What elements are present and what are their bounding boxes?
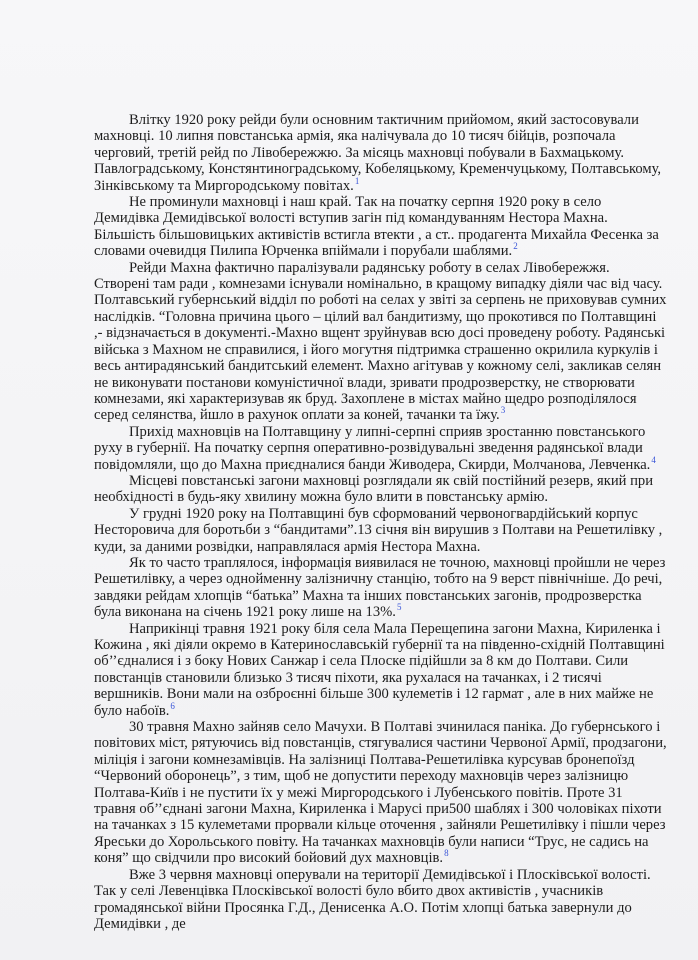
paragraph-3-text: Рейди Махна фактично паралізували радянську роботу в селах Лівобережжя. Створені там ради , комнезами існували номінально, в кращому випадку діяли час від часу. Полтавський губернський відділ по роботі на селах у звіті за серпень не приховував сумних наслідків. “Головна причина цього – цілий вал бандитизму, що прокотився по Полтавщині ,- відзначається в документі.-Махно вщент зруйнував всю досі проведену роботу. Радянські війська з Махном не справилися, і його могутня підтримка страшенно окрилила куркулів і весь антирадянський бандитський елемент. Махно агітував у кожному селі, закликав селян не виконувати постанови комуністичної влади, зривати продрозверстку, не створювати комнезами, які характеризував як бруд. Захоплене в містах майно щедро розподілялося серед селянства, йшло в рахунок оплати за коней, тачанки та їжу. [94,259,667,424]
paragraph-3 [94,260,668,424]
paragraph-9-text: 30 травня Махно зайняв село Мачухи. В Полтаві зчинилася паніка. До губернського і повітових міст, рятуючись від повстанців, стягувалися частини Червоної Армії, продзагони, міліція і загони комнезамівців. На залізниці Полтава-Решетилівка курсував бронепоїзд “Червоний оборонець”, з тим, щоб не допустити переходу махновців через залізницю Полтава-Київ і не пустити їх у межі Миргородського і Лубенського повітів. Проте 31 травня об’’єднані загони Махна, Кириленка і Марусі при500 шаблях і 300 чоловіках піхоти на тачанках з 15 кулеметами прорвали кільце оточення , зайняли Решетилівку і пішли через Яреськи до Хорольського повіту. На тачанках махновців були написи “Трус, не садись на коня” що свідчили про високий бойовий дух махновців. [94,719,667,867]
paragraph-10 [94,867,668,933]
paragraph-8 [94,621,668,719]
footnote-mark-3: 3 [500,405,506,416]
document-body [94,112,668,932]
paragraph-1 [94,112,668,194]
footnote-mark-6: 6 [170,700,175,711]
paragraph-10-text: Вже 3 червня махновці оперували на території Демидівської і Плосківської волості. Так у селі Левенцівка Плосківської волості було вбито двох активістів , учасників громадянської війни Просянка Г.Д., Денисенка А.О. Потім хлопці батька завернули до Демидівки , де [94,866,651,932]
paragraph-7-text: Як то часто траплялося, інформація виявилася не точною, махновці пройшли не через Рeшетилівку, а через однойменну залізничну станцію, тобто на 9 верст північніше. До речі, завдяки рейдам хлопців “батька” Махна та інших повстанських загонів, продрозверстка була виконана на січень 1921 року лише на 13%. [94,554,666,621]
paragraph-2 [94,194,668,260]
paragraph-2-text: Не проминули махновці і наш край. Так на початку серпня 1920 року в село Демидівка Демидівської волості вступив загін під командуванням Нестора Махна. Більшість більшовицьких активістів встигла втекти , а ст.. продагента Михайла Фесенка за словами очевидця Пилипа Юрченка впіймали і порубали шаблями. [94,194,659,260]
paragraph-6 [94,506,668,555]
paragraph-9 [94,719,668,867]
paragraph-5-text: Місцеві повстанські загони махновці розглядали як свій постійний резерв, який при необхідності в будь-яку хвилину можна було влити в повстанську армію. [94,472,654,506]
paragraph-7 [94,555,668,621]
paragraph-5 [94,473,668,506]
footnote-mark-4: 4 [651,454,656,465]
paragraph-4 [94,424,668,473]
paragraph-4-text: Прихід махновців на Полтавщину у липні-серпні сприяв зростанню повстанського руху в губернії. На початку серпня оперативно-розвідувальні зведення радянської влади повідомляли, що до Махна приєдналися банди Живодера, Скирди, Молчанова, Левченка. [94,423,651,473]
footnote-mark-8: 8 [444,848,449,859]
footnote-mark-5: 5 [396,602,402,613]
paragraph-8-text: Наприкінці травня 1921 року біля села Мала Перещепина загони Махна, Кириленка і Кожина , які діяли окремо в Катеринославській губернії та на південно-східній Полтавщині об’’єдналися і з боку Нових Санжар і села Плоске підійшли за 8 км до Полтави. Сили повстанців становили близько 3 тисяч піхоти, яка рухалася на тачанках, і 2 тисячі вершників. Вони мали на озброєнні більше 300 кулеметів і 12 гармат , але в них майже не було набоїв. [94,620,665,719]
paragraph-1-text: Влітку 1920 року рейди були основним тактичним прийомом, який застосовували махновці. 10 липня повстанська армія, яка налічувала до 10 тисяч бійців, розпочала черговий, третій рейд по Лівобережжю. За місяць махновці побували в Бахмацькому. Павлоградському, Констянтиноградському, Кобеляцькому, Кременчуцькому, Полтавському, Зінківському та Миргородському повітах. [94,112,662,194]
footnote-mark-2: 2 [513,241,518,252]
footnote-mark-1: 1 [354,175,360,186]
paragraph-6-text: У грудні 1920 року на Полтавщині був сформований червоногвардійський корпус Несторовича для боротьби з “бандитами”.13 січня він вирушив з Полтави на Решетилівку , куди, за даними розвідки, направлялася армія Нестора Махна. [94,505,663,555]
